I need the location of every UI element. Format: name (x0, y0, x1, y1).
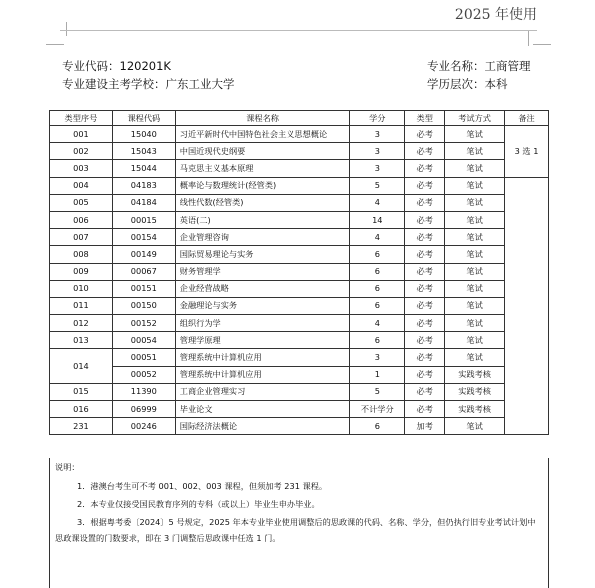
cell-seq: 011 (50, 297, 113, 314)
cell-exam: 笔试 (445, 229, 505, 246)
cell-credit: 3 (350, 126, 405, 143)
cell-name: 国际经济法概论 (175, 418, 350, 435)
header-rule (60, 30, 537, 31)
cell-code: 00054 (112, 332, 175, 349)
cell-exam: 笔试 (445, 349, 505, 366)
cell-code: 00067 (112, 263, 175, 280)
cell-seq: 005 (50, 194, 113, 211)
cell-type: 必考 (405, 177, 445, 194)
cell-exam: 笔试 (445, 177, 505, 194)
table-row (50, 211, 549, 228)
cell-type: 必考 (405, 229, 445, 246)
cell-code: 00151 (112, 280, 175, 297)
cell-seq: 007 (50, 229, 113, 246)
cell-type: 加考 (405, 418, 445, 435)
cell-name: 管理系统中计算机应用 (175, 349, 350, 366)
cell-seq: 008 (50, 246, 113, 263)
notes-title: 说明： (55, 462, 80, 472)
cell-name: 习近平新时代中国特色社会主义思想概论 (175, 126, 350, 143)
table-row (50, 263, 549, 280)
cell-code: 00150 (112, 297, 175, 314)
cell-name: 概率论与数理统计(经管类) (175, 177, 350, 194)
cell-code: 00015 (112, 211, 175, 228)
cell-code: 00246 (112, 418, 175, 435)
cell-seq: 002 (50, 143, 113, 160)
table-row (50, 177, 549, 194)
cell-code: 11390 (112, 383, 175, 400)
cell-name: 国际贸易理论与实务 (175, 246, 350, 263)
cell-credit: 6 (350, 297, 405, 314)
cell-seq: 001 (50, 126, 113, 143)
cell-type: 必考 (405, 246, 445, 263)
cell-type: 必考 (405, 349, 445, 366)
cell-seq: 016 (50, 401, 113, 418)
cell-seq: 006 (50, 211, 113, 228)
cell-code: 00051 (112, 349, 175, 366)
crop-mark (46, 44, 64, 46)
cell-code: 06999 (112, 401, 175, 418)
table-row (50, 418, 549, 435)
cell-type: 必考 (405, 160, 445, 177)
cell-type: 必考 (405, 143, 445, 160)
cell-code: 00149 (112, 246, 175, 263)
cell-code: 15040 (112, 126, 175, 143)
col-header-seq: 类型序号 (50, 111, 113, 126)
cell-code: 04183 (112, 177, 175, 194)
cell-seq: 015 (50, 383, 113, 400)
cell-type: 必考 (405, 332, 445, 349)
cell-code: 15043 (112, 143, 175, 160)
cell-exam: 实践考核 (445, 366, 505, 383)
cell-credit: 4 (350, 315, 405, 332)
cell-name: 线性代数(经管类) (175, 194, 350, 211)
cell-name: 管理学原理 (175, 332, 350, 349)
col-header-name: 课程名称 (175, 111, 350, 126)
table-row (50, 332, 549, 349)
cell-type: 必考 (405, 297, 445, 314)
cell-exam: 实践考核 (445, 401, 505, 418)
cell-exam: 笔试 (445, 160, 505, 177)
cell-type: 必考 (405, 366, 445, 383)
cell-code: 00154 (112, 229, 175, 246)
crop-mark (533, 44, 551, 46)
table-row (50, 229, 549, 246)
cell-credit: 4 (350, 229, 405, 246)
table-header-row (50, 111, 549, 126)
cell-type: 必考 (405, 383, 445, 400)
cell-exam: 笔试 (445, 143, 505, 160)
cell-name: 马克思主义基本原理 (175, 160, 350, 177)
cell-exam: 笔试 (445, 315, 505, 332)
cell-type: 必考 (405, 263, 445, 280)
cell-exam: 笔试 (445, 246, 505, 263)
cell-exam: 笔试 (445, 297, 505, 314)
cell-credit: 3 (350, 160, 405, 177)
education-level: 学历层次：本科 (427, 77, 508, 91)
cell-credit: 不计学分 (350, 401, 405, 418)
col-header-credit: 学分 (350, 111, 405, 126)
table-row (50, 366, 549, 383)
cell-name: 财务管理学 (175, 263, 350, 280)
cell-exam: 笔试 (445, 126, 505, 143)
major-code: 专业代码：120201K (62, 59, 171, 73)
cell-name: 中国近现代史纲要 (175, 143, 350, 160)
cell-type: 必考 (405, 280, 445, 297)
course-table (49, 110, 549, 435)
cell-code: 00152 (112, 315, 175, 332)
cell-name: 企业经营战略 (175, 280, 350, 297)
table-row (50, 383, 549, 400)
table-row (50, 126, 549, 143)
cell-type: 必考 (405, 194, 445, 211)
cell-credit: 3 (350, 143, 405, 160)
table-row (50, 143, 549, 160)
note-item: 2．本专业仅接受国民教育序列的专科（或以上）毕业生申办毕业。 (77, 499, 320, 509)
table-row (50, 280, 549, 297)
col-header-code: 课程代码 (112, 111, 175, 126)
cell-credit: 6 (350, 263, 405, 280)
table-row (50, 246, 549, 263)
cell-credit: 6 (350, 280, 405, 297)
cell-type: 必考 (405, 211, 445, 228)
cell-exam: 笔试 (445, 332, 505, 349)
table-row (50, 160, 549, 177)
cell-name: 毕业论文 (175, 401, 350, 418)
table-row (50, 297, 549, 314)
cell-seq: 010 (50, 280, 113, 297)
cell-credit: 1 (350, 366, 405, 383)
major-name: 专业名称：工商管理 (427, 59, 531, 73)
cell-code: 04184 (112, 194, 175, 211)
cell-name: 金融理论与实务 (175, 297, 350, 314)
notes-section (49, 458, 549, 588)
cell-name: 管理系统中计算机应用 (175, 366, 350, 383)
cell-seq: 012 (50, 315, 113, 332)
cell-seq: 231 (50, 418, 113, 435)
cell-exam: 实践考核 (445, 383, 505, 400)
year-label: 2025 年使用 (454, 7, 537, 23)
crop-mark (58, 22, 67, 36)
cell-exam: 笔试 (445, 418, 505, 435)
table-row (50, 315, 549, 332)
cell-type: 必考 (405, 126, 445, 143)
cell-remark-empty (505, 177, 549, 435)
host-school: 专业建设主考学校：广东工业大学 (62, 77, 235, 91)
cell-type: 必考 (405, 315, 445, 332)
cell-seq: 004 (50, 177, 113, 194)
cell-name: 企业管理咨询 (175, 229, 350, 246)
col-header-exam: 考试方式 (445, 111, 505, 126)
cell-credit: 5 (350, 177, 405, 194)
cell-type: 必考 (405, 401, 445, 418)
cell-credit: 6 (350, 418, 405, 435)
cell-seq: 014 (50, 349, 113, 383)
cell-name: 工商企业管理实习 (175, 383, 350, 400)
cell-exam: 笔试 (445, 211, 505, 228)
col-header-type: 类型 (405, 111, 445, 126)
cell-credit: 3 (350, 349, 405, 366)
cell-name: 组织行为学 (175, 315, 350, 332)
cell-credit: 14 (350, 211, 405, 228)
note-item: 1．港澳台考生可不考 001、002、003 课程，但须加考 231 课程。 (77, 481, 328, 491)
cell-seq: 003 (50, 160, 113, 177)
cell-credit: 5 (350, 383, 405, 400)
note-item: 3．根据粤考委〔2024〕5 号规定，2025 年本专业毕业使用调整后的思政课的代码、名称、学分，但仍执行旧专业考试计划中思政课设置的门数要求，即在 3 门调整后思政课中任选 1 门。 (55, 517, 536, 543)
cell-credit: 4 (350, 194, 405, 211)
cell-seq: 009 (50, 263, 113, 280)
cell-exam: 笔试 (445, 280, 505, 297)
cell-exam: 笔试 (445, 263, 505, 280)
cell-remark: 3 选 1 (505, 126, 549, 178)
cell-credit: 6 (350, 246, 405, 263)
cell-name: 英语(二) (175, 211, 350, 228)
cell-seq: 013 (50, 332, 113, 349)
table-row (50, 349, 549, 366)
table-row (50, 194, 549, 211)
table-row (50, 401, 549, 418)
cell-exam: 笔试 (445, 194, 505, 211)
col-header-remark: 备注 (505, 111, 549, 126)
cell-code: 15044 (112, 160, 175, 177)
cell-credit: 6 (350, 332, 405, 349)
cell-code: 00052 (112, 366, 175, 383)
